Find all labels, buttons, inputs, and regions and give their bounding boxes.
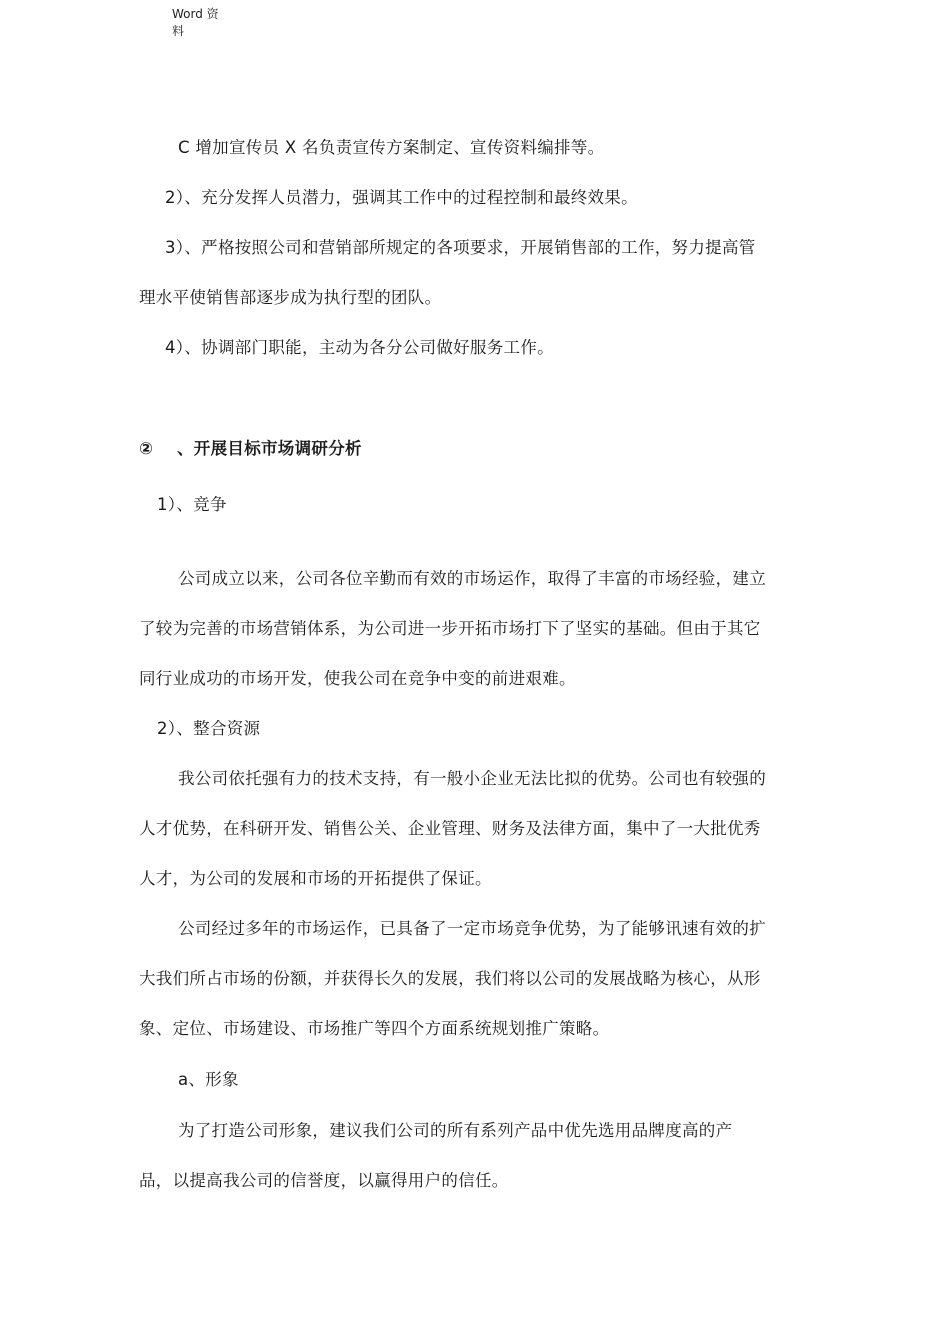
paragraph-line: 理水平使销售部逐步成为执行型的团队。 — [139, 288, 442, 307]
list-item: 2）、充分发挥人员潜力，强调其工作中的过程控制和最终效果。 — [165, 188, 638, 207]
paragraph-line: 我公司依托强有力的技术支持，有一般小企业无法比拟的优势。公司也有较强的 — [178, 769, 766, 788]
subsection-heading: 2）、整合资源 — [157, 719, 261, 738]
list-item: 4）、协调部门职能，主动为各分公司做好服务工作。 — [165, 338, 554, 357]
subsection-heading: 1）、竞争 — [157, 495, 227, 514]
paragraph-line: 品，以提高我公司的信誉度，以赢得用户的信任。 — [139, 1171, 509, 1190]
list-item: 3）、严格按照公司和营销部所规定的各项要求，开展销售部的工作，努力提高管 — [165, 238, 756, 257]
paragraph-line: 为了打造公司形象，建议我们公司的所有系列产品中优先选用品牌度高的产 — [178, 1121, 733, 1140]
paragraph-line: 大我们所占市场的份额，并获得长久的发展，我们将以公司的发展战略为核心，从形 — [139, 969, 761, 988]
paragraph-line: 象、定位、市场建设、市场推广等四个方面系统规划推广策略。 — [139, 1019, 610, 1038]
paragraph-line: C 增加宣传员 X 名负责宣传方案制定、宣传资料编排等。 — [178, 138, 605, 157]
paragraph-line: 公司经过多年的市场运作，已具备了一定市场竞争优势，为了能够讯速有效的扩 — [178, 919, 766, 938]
section-number: ② — [139, 439, 154, 458]
paragraph-line: 同行业成功的市场开发，使我公司在竞争中变的前进艰难。 — [139, 669, 576, 688]
paragraph-line: 人才优势，在科研开发、销售公关、企业管理、财务及法律方面，集中了一大批优秀 — [139, 819, 761, 838]
paragraph-line: 了较为完善的市场营销体系，为公司进一步开拓市场打下了坚实的基础。但由于其它 — [139, 619, 761, 638]
header-line-1: Word 资 — [172, 7, 219, 21]
page-header — [172, 6, 232, 40]
section-heading — [139, 438, 819, 460]
paragraph-line: 公司成立以来，公司各位辛勤而有效的市场运作，取得了丰富的市场经验，建立 — [178, 569, 766, 588]
header-line-2: 料 — [172, 24, 185, 38]
section-title: 、开展目标市场调研分析 — [177, 439, 362, 458]
paragraph-line: 人才，为公司的发展和市场的开拓提供了保证。 — [139, 869, 492, 888]
subsection-heading: a、形象 — [178, 1070, 239, 1089]
